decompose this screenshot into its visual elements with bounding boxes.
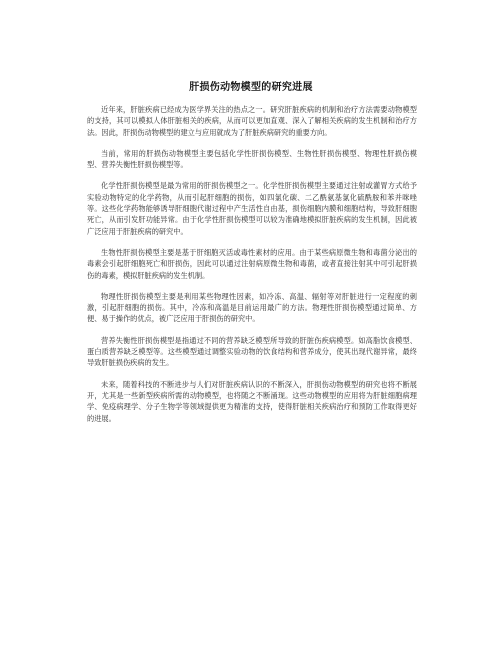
paragraph-nutritional-model: 营养失衡性肝损伤模型是指通过不同的营养缺乏模型所导致的肝脏伤疾病模型。如高脂饮食模型、蛋白质营养缺乏模型等。这些模型通过调整实验动物的饮食结构和营养成分，使其出现代谢异常，最终导致肝脏损伤疾病的发生。	[87, 335, 417, 368]
paragraph-model-types: 当前，常用的肝损伤动物模型主要包括化学性肝损伤模型、生物性肝损伤模型、物理性肝损伤模型、营养失衡性肝损伤模型等。	[87, 148, 417, 170]
paragraph-outlook: 未来，随着科技的不断进步与人们对肝脏疾病认识的不断深入，肝损伤动物模型的研究也将不断展开，尤其是一些新型疾病所需的动物模型，也将随之不断涌现。这些动物模型的应用将为肝脏细胞病理学、免疫病理学、分子生物学等领域提供更为精准的支持，使得肝脏相关疾病治疗和预防工作取得更好的进展。	[87, 379, 417, 423]
paragraph-physical-model: 物理性肝损伤模型主要是利用某些物理性因素，如冷冻、高温、辐射等对肝脏进行一定程度的刺激，引起肝细胞的损伤。其中，冷冻和高温是目前运用最广的方法。物理性肝损伤模型通过简单、方便、易于操作的优点，被广泛应用于肝损伤的研究中。	[87, 291, 417, 324]
paragraph-intro: 近年来，肝脏疾病已经成为医学界关注的热点之一。研究肝脏疾病的机制和治疗方法需要动物模型的支持，其可以模拟人体肝脏相关的疾病，从而可以更加直观、深入了解相关疾病的发生机制和治疗方法。因此，肝损伤动物模型的建立与应用就成为了肝脏疾病研究的重要方向。	[87, 105, 417, 137]
paragraph-chemical-model: 化学性肝损伤模型是最为常用的肝损伤模型之一。化学性肝损伤模型主要通过注射或灌胃方式给予实验动物特定的化学药物，从而引起肝细胞的损伤，如四氯化碳、二乙酰氨基氯化硫酰胺和苯并咪唑等。这些化学药物能够诱导肝细胞代谢过程中产生活性自由基，损伤细胞内膜和细胞结构，导致肝细胞死亡，从而引发肝功能异常。由于化学性肝损伤模型可以较为准确地模拟肝脏疾病的发生机制，因此被广泛应用于肝脏疾病的研究中。	[87, 181, 417, 236]
document-body	[87, 104, 417, 434]
paragraph-biological-model: 生物性肝损伤模型主要是基于肝细胞灭活或毒性素材的应用。由于某些病原微生物和毒菌分泌出的毒素会引起肝细胞死亡和肝损伤，因此可以通过注射病原微生物和毒菌，或者直接注射其中可引起肝损伤的毒素，模拟肝脏疾病的发生机制。	[87, 247, 417, 280]
document-title: 肝损伤动物模型的研究进展	[189, 82, 313, 93]
